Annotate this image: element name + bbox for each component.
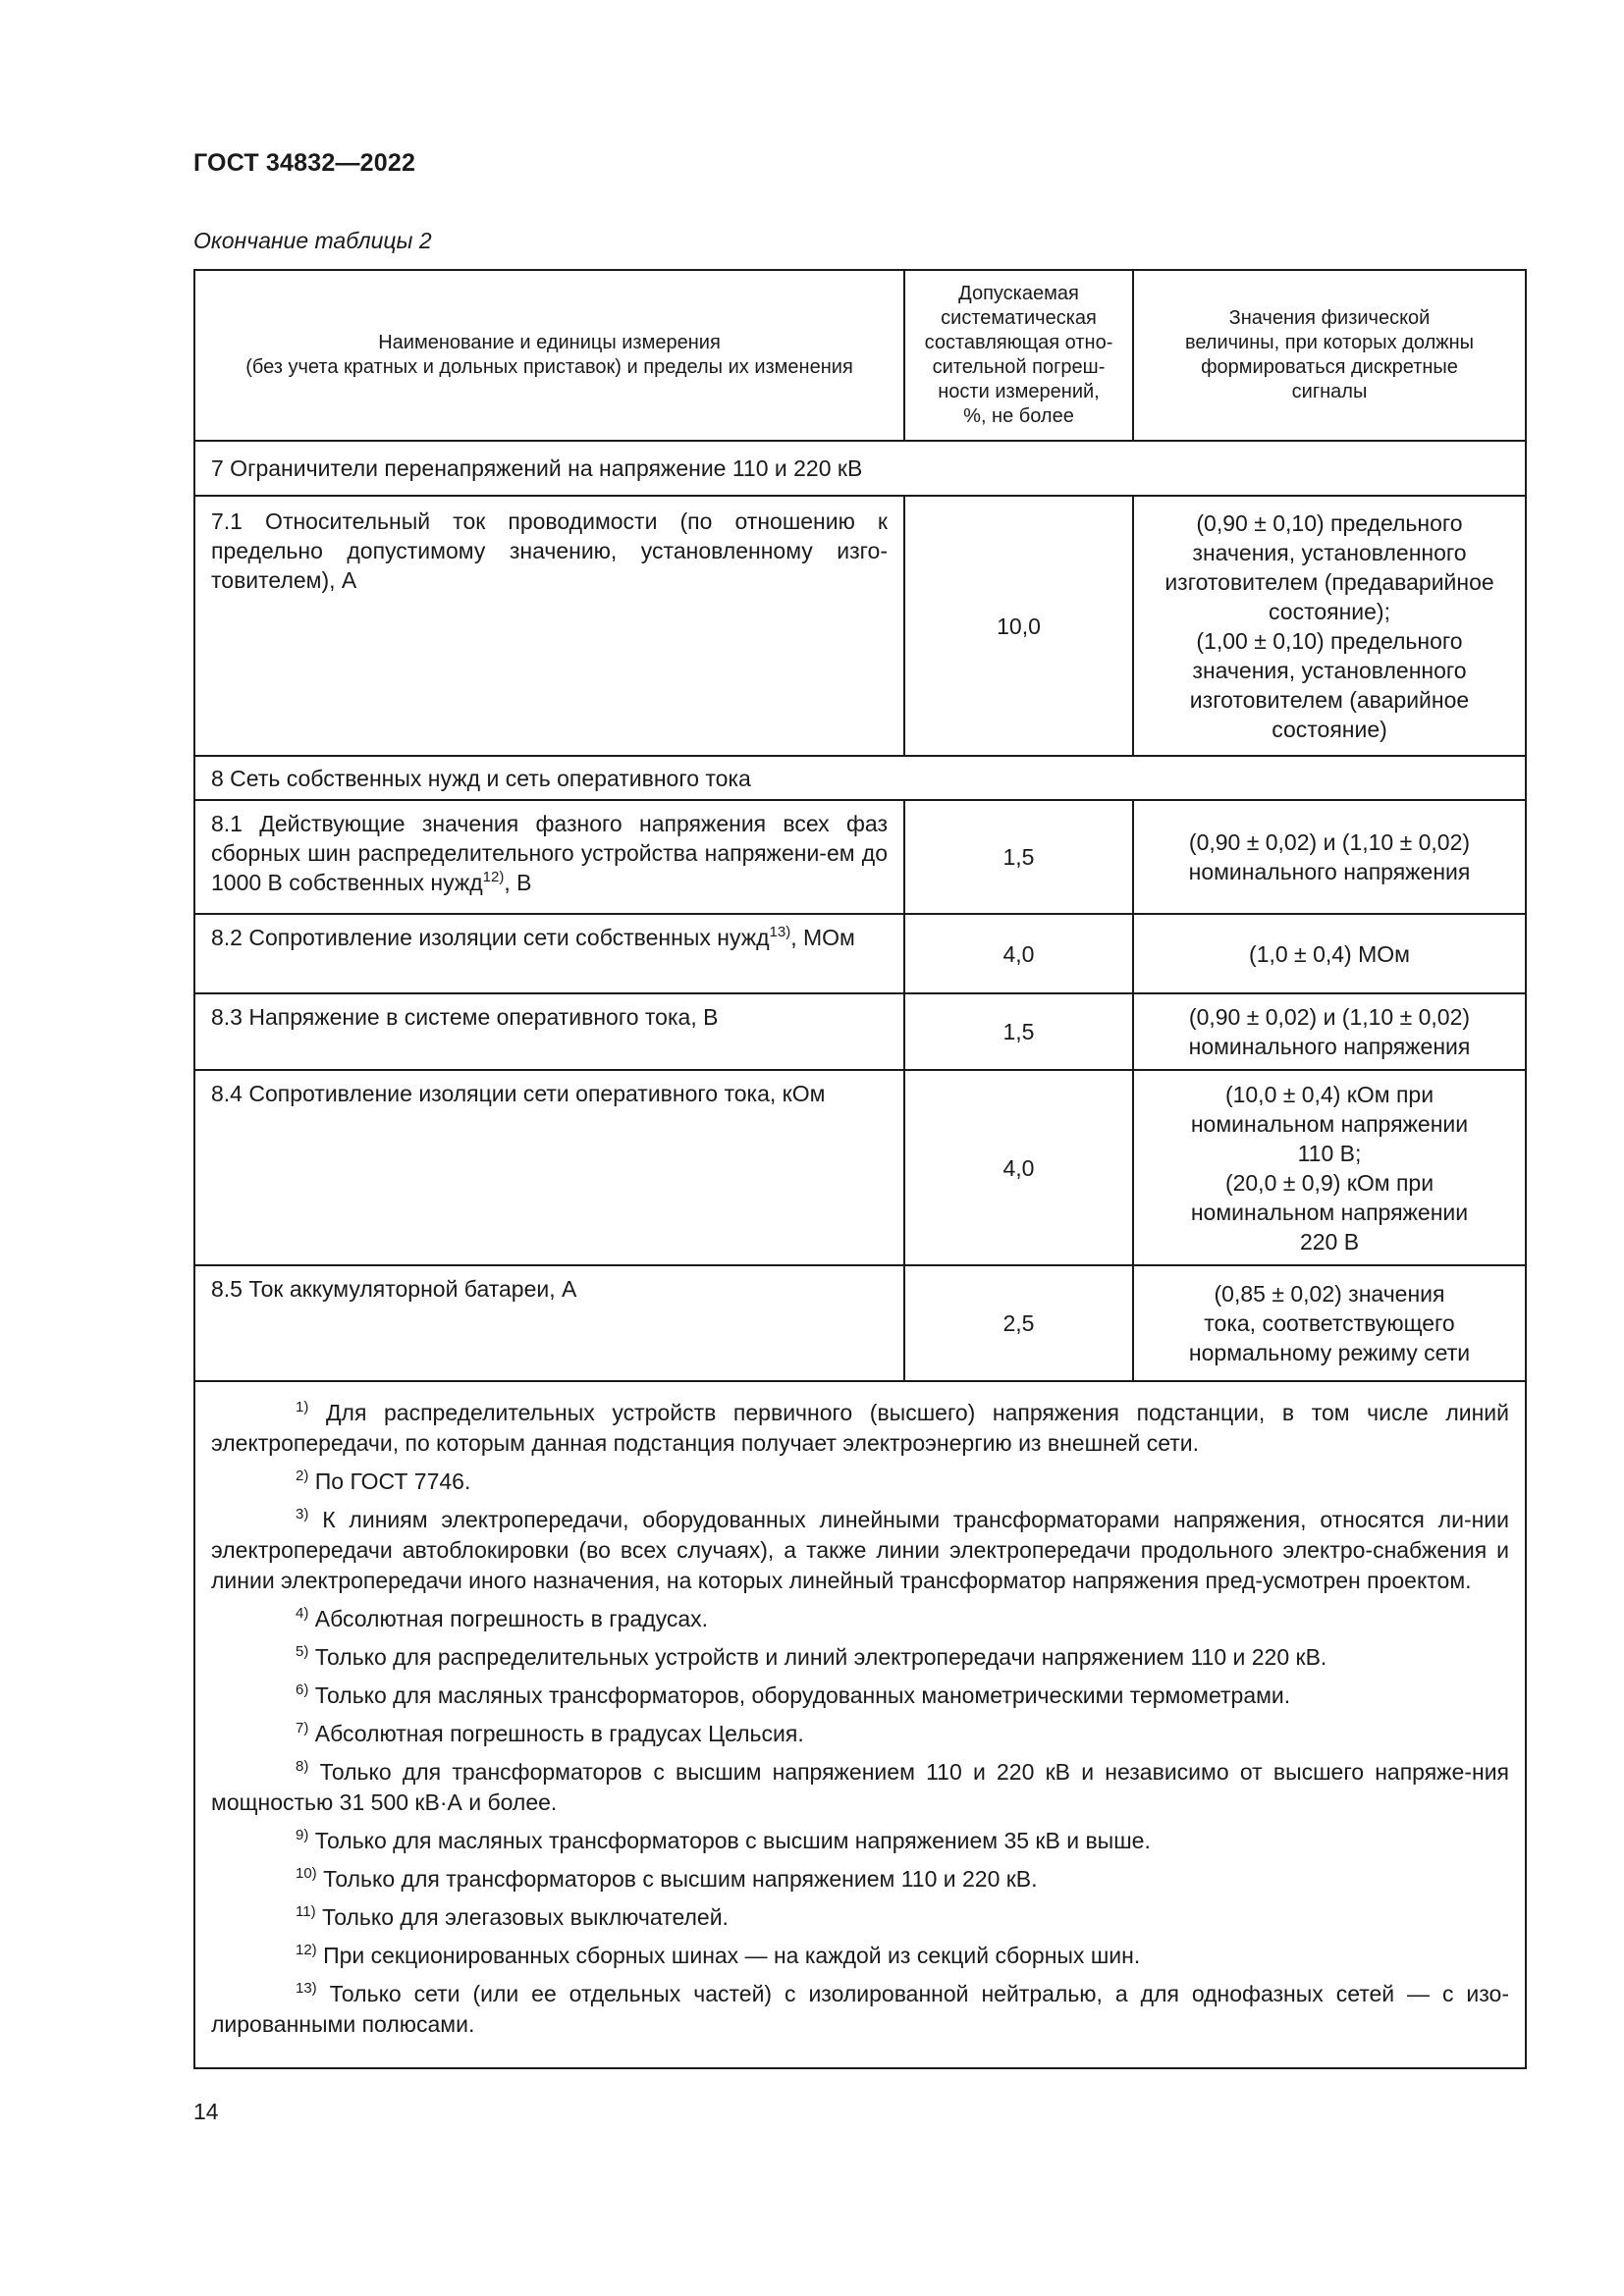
row-8-2-value: (1,0 ± 0,4) МОм — [1249, 940, 1410, 967]
row-7-1-name: 7.1 Относительный ток проводимости (по отношению к предельно допустимому значению, установленному изго-товителем), А — [211, 508, 888, 593]
row-8-4-error: 4,0 — [1002, 1154, 1035, 1181]
footnote-13: $^{13)}$ Только сети (или ее отдельных частей) с изолированной нейтралью, а для однофазных сетей — с изо-лированными полюсами. — [211, 1980, 1510, 2037]
row-8-3-error: 1,5 — [1002, 1019, 1035, 1044]
row-8-5-name: 8.5 Ток аккумуляторной батареи, А — [211, 1276, 577, 1302]
footnote-12: $^{12)}$ При секционированных сборных шинах — на каждой из секций сборных шин. — [296, 1942, 1141, 1968]
footnote-2: $^{2)}$ По ГОСТ 7746. — [296, 1468, 471, 1494]
footnote-10: $^{10)}$ Только для трансформаторов с высшим напряжением 110 и 220 кВ. — [296, 1865, 1038, 1892]
table-caption: Окончание таблицы 2 — [193, 228, 432, 253]
footnote-11: $^{11)}$ Только для элегазовых выключателей. — [296, 1903, 729, 1930]
row-8-3-value: (0,90 ± 0,02) и (1,10 ± 0,02) номинального напряжения — [1188, 1004, 1471, 1059]
section-8-heading: 8 Сеть собственных нужд и сеть оперативного тока — [211, 765, 751, 791]
footnote-4: $^{4)}$ Абсолютная погрешность в градусах. — [296, 1605, 709, 1631]
row-8-5-error: 2,5 — [1002, 1310, 1035, 1336]
row-8-4-name: 8.4 Сопротивление изоляции сети оперативного тока, кОм — [211, 1081, 826, 1106]
document-code: ГОСТ 34832—2022 — [193, 149, 416, 177]
row-7-1-value: (0,90 ± 0,10) предельного значения, установленного изготовителем (предаварийное состояние); (1,00 ± 0,10) предельного значения, установленного изготовителем (аварийное состояние) — [1164, 509, 1494, 742]
header-value-column: Значения физической величины, при которых должны формироваться дискретные сигналы — [1184, 307, 1475, 402]
parameters-table — [193, 269, 1527, 2069]
footnotes — [195, 1384, 1525, 2048]
section-7-heading: 7 Ограничители перенапряжений на напряжение 110 и 220 кВ — [211, 455, 863, 481]
row-7-1-error: 10,0 — [997, 613, 1041, 639]
row-8-4-value: (10,0 ± 0,4) кОм при номинальном напряжении 110 В; (20,0 ± 0,9) кОм при номинальном напряжении 220 В — [1190, 1081, 1469, 1255]
page-number: 14 — [193, 2099, 219, 2124]
row-divider — [195, 1380, 1525, 1382]
row-8-1-name: 8.1 Действующие значения фазного напряжения всех фаз сборных шин распределительного устройства напряжени-ем до 1000 В собственных нужд$^{12)}$, В — [211, 811, 888, 895]
footnote-5: $^{5)}$ Только для распределительных устройств и линий электропередачи напряжением 110 и 220 кВ. — [296, 1643, 1327, 1670]
footnote-7: $^{7)}$ Абсолютная погрешность в градусах Цельсия. — [296, 1720, 804, 1746]
row-8-5-value: (0,85 ± 0,02) значения тока, соответствующего нормальному режиму сети — [1188, 1281, 1471, 1365]
header-error-column: Допускаемая систематическая составляющая отно- сительной погреш- ности измерений, %, не более — [924, 283, 1113, 427]
footnote-6: $^{6)}$ Только для масляных трансформаторов, оборудованных манометрическими термометрами. — [296, 1682, 1291, 1708]
header-name-column: Наименование и единицы измерения (без учета кратных и дольных приставок) и пределы их изменения — [245, 332, 853, 378]
footnote-3: $^{3)}$ К линиям электропередачи, оборудованных линейными трансформаторами напряжения, относятся ли-нии электропередачи автоблокировки (во всех случаях), а также линии электропередачи продольного электро-снабжения и линии электропередачи иного назначения, на которых линейный трансформатор напряжения пред-усмотрен проектом. — [211, 1506, 1509, 1593]
footnote-8: $^{8)}$ Только для трансформаторов с высшим напряжением 110 и 220 кВ и независимо от высшего напряже-ния мощностью 31 500 кВ·А и более. — [211, 1758, 1510, 1815]
row-8-2-name: 8.2 Сопротивление изоляции сети собственных нужд$^{13)}$, МОм — [211, 924, 855, 950]
row-8-3-name: 8.3 Напряжение в системе оперативного тока, В — [211, 1004, 719, 1030]
footnote-9: $^{9)}$ Только для масляных трансформаторов с высшим напряжением 35 кВ и выше. — [296, 1827, 1151, 1853]
row-8-2-error: 4,0 — [1002, 940, 1035, 967]
row-8-1-value: (0,90 ± 0,02) и (1,10 ± 0,02) номинального напряжения — [1188, 829, 1471, 884]
row-8-1-error: 1,5 — [1002, 844, 1035, 870]
footnote-1: $^{1)}$ Для распределительных устройств первичного (высшего) напряжения подстанции, в том числе линий электропередачи, по которым данная подстанция получает электроэнергию из внешней сети. — [211, 1399, 1509, 1456]
